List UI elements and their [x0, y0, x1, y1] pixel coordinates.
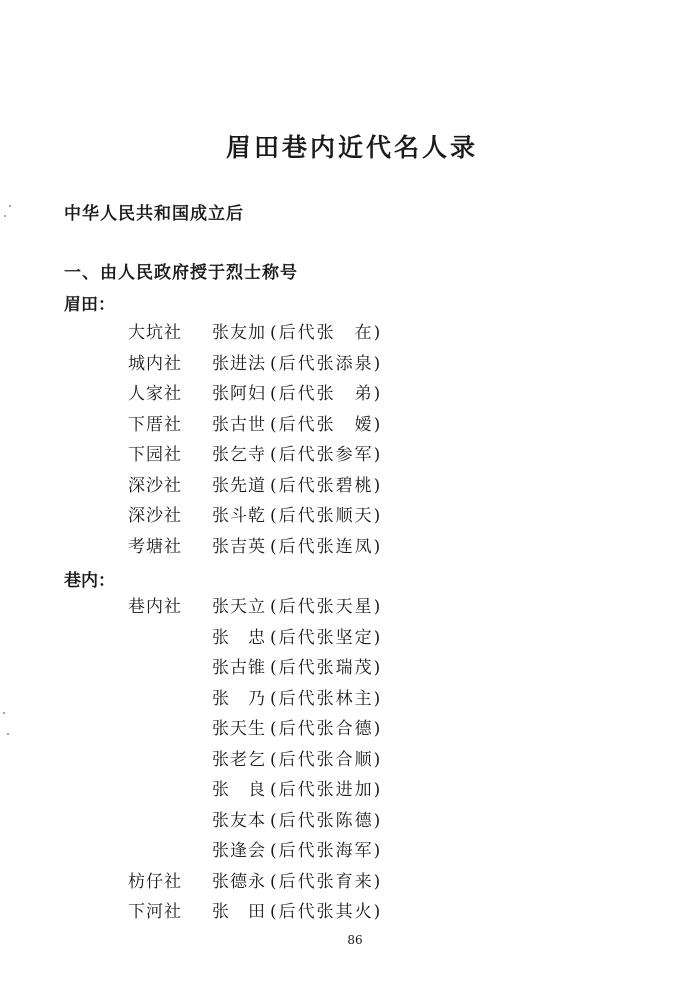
- subsection-heading: 一、由人民政府授于烈士称号: [64, 263, 298, 283]
- page-number: 86: [347, 933, 363, 947]
- person-name: 张乞寺: [212, 445, 266, 465]
- descendant-note: (后代张 嫒): [270, 414, 383, 435]
- club-name: 深沙社: [128, 506, 182, 526]
- descendant-note: (后代张陈德): [270, 810, 383, 831]
- person-name: 张进法: [212, 353, 266, 374]
- descendant-note: (后代张天星): [270, 597, 383, 617]
- person-name: 张先道: [212, 475, 266, 496]
- club-name: 下河社: [128, 902, 182, 922]
- descendant-note: (后代张 弟): [270, 384, 383, 404]
- descendant-note: (后代张育来): [270, 871, 383, 892]
- descendant-note: (后代张其火): [270, 902, 383, 922]
- descendant-note: (后代张海军): [270, 841, 383, 861]
- person-name: 张友本: [212, 810, 266, 831]
- club-name: 巷内社: [128, 597, 182, 617]
- person-name: 张斗乾: [212, 506, 266, 526]
- person-name: 张天立: [212, 597, 266, 617]
- scan-speck: [7, 733, 9, 735]
- scan-speck: [3, 712, 5, 714]
- club-name: 下厝社: [128, 414, 182, 435]
- person-name: 张阿妇: [212, 384, 266, 404]
- club-name: 大坑社: [128, 323, 182, 343]
- person-name: 张古世: [212, 414, 266, 435]
- scan-speck: [4, 215, 6, 217]
- group-label-meitian: 眉田：: [64, 295, 115, 315]
- descendant-note: (后代张进加): [270, 780, 383, 800]
- descendant-note: (后代张合顺): [270, 749, 383, 770]
- person-name: 张吉英: [212, 536, 266, 557]
- club-name: 下园社: [128, 445, 182, 465]
- descendant-note: (后代张合德): [270, 719, 383, 739]
- person-name: 张老乞: [212, 749, 266, 770]
- person-name: 张友加: [212, 323, 266, 343]
- descendant-note: (后代张碧桃): [270, 475, 383, 496]
- club-name: 深沙社: [128, 475, 182, 496]
- club-name: 城内社: [128, 353, 182, 374]
- page-title: 眉田巷内近代名人录: [225, 133, 478, 162]
- descendant-note: (后代张参军): [270, 445, 383, 465]
- descendant-note: (后代张连凤): [270, 536, 383, 557]
- club-name: 人家社: [128, 384, 182, 404]
- descendant-note: (后代张坚定): [270, 627, 383, 648]
- person-name: 张 良: [212, 780, 266, 800]
- descendant-note: (后代张瑞茂): [270, 658, 383, 678]
- scan-speck: [9, 205, 11, 207]
- group-label-xiangnei: 巷内：: [64, 571, 115, 591]
- club-name: 枋仔社: [128, 871, 182, 892]
- descendant-note: (后代张顺天): [270, 506, 383, 526]
- person-name: 张逢会: [212, 841, 266, 861]
- person-name: 张古锥: [212, 658, 266, 678]
- section-heading: 中华人民共和国成立后: [64, 204, 244, 224]
- person-name: 张德永: [212, 871, 266, 892]
- person-name: 张 田: [212, 902, 266, 922]
- person-name: 张天生: [212, 719, 266, 739]
- descendant-note: (后代张林主): [270, 688, 383, 709]
- club-name: 考塘社: [128, 536, 182, 557]
- person-name: 张 忠: [212, 627, 266, 648]
- descendant-note: (后代张 在): [270, 323, 383, 343]
- person-name: 张 乃: [212, 688, 266, 709]
- descendant-note: (后代张添泉): [270, 353, 383, 374]
